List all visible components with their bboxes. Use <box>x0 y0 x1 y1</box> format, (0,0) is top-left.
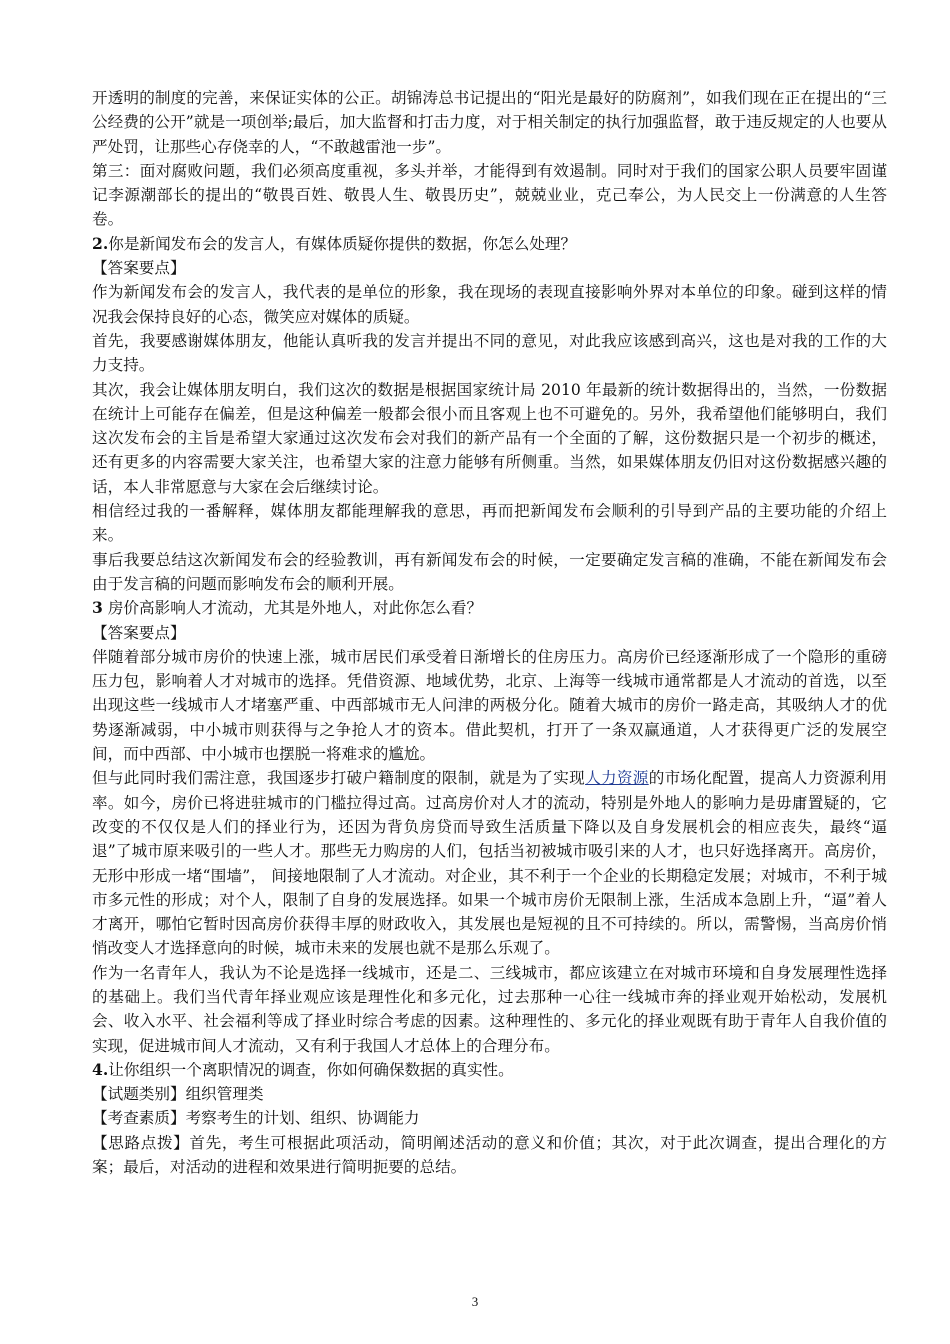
question-number: 4. <box>92 1059 109 1079</box>
answer-tag: 【答案要点】 <box>92 259 186 278</box>
question-text: 你是新闻发布会的发言人，有媒体质疑你提供的数据，你怎么处理？ <box>108 234 577 253</box>
paragraph: 相信经过我的一番解释，媒体朋友都能理解我的意思，再而把新闻发布会顺利的引导到产品的主要功能的介绍上来。 <box>92 502 887 545</box>
question-number: 2. <box>92 233 109 253</box>
paragraph: 作为新闻发布会的发言人，我代表的是单位的形象，我在现场的表现直接影响外界对本单位的印象。碰到这样的情况我会保持良好的心态，微笑应对媒体的质疑。 <box>92 283 887 326</box>
question-heading <box>92 1058 887 1082</box>
paragraph-text: 但与此同时我们需注意，我国逐步打破户籍制度的限制，就是为了实现 <box>92 769 586 788</box>
paragraph: 其次，我会让媒体朋友明白，我们这次的数据是根据国家统计局 2010 年最新的统计数据得出的，当然，一份数据在统计上可能存在偏差，但是这种偏差一般都会很小而且客观上也不可避免的。另外，我希望他们能够明白，我们这次发布会的主旨是希望大家通过这次发布会对我们的新产品有一个全面的了解，这份数据只是一个初步的概述，还有更多的内容需要大家关注，也希望大家的注意力能够有所侧重。当然，如果媒体朋友仍旧对这份数据感兴趣的话，本人非常愿意与大家在会后继续讨论。 <box>92 380 887 496</box>
question-heading <box>92 596 887 620</box>
document-body <box>92 86 887 1179</box>
hyperlink-human-resources[interactable]: 人力资源 <box>585 769 649 788</box>
question-heading <box>92 232 887 256</box>
paragraph <box>92 766 887 960</box>
paragraph: 作为一名青年人，我认为不论是选择一线城市，还是二、三线城市，都应该建立在对城市环境和自身发展理性选择的基础上。我们当代青年择业观应该是理性化和多元化，过去那种一心往一线城市奔的择业观开始松动，发展机会、收入水平、社会福利等成了择业时综合考虑的因素。这种理性的、多元化的择业观既有助于青年人自我价值的实现，促进城市间人才流动，又有利于我国人才总体上的合理分布。 <box>92 963 887 1055</box>
question-text: 让你组织一个离职情况的调查，你如何确保数据的真实性。 <box>108 1060 514 1079</box>
paragraph-text: 的市场化配置，提高人力资源利用率。如今，房价已将进驻城市的门槛拉得过高。过高房价对人才的流动，特别是外地人的影响力是毋庸置疑的，它改变的不仅仅是人们的择业行为，还因为背负房贷而导致生活质量下降以及自身发展机会的相应丧失，最终“逼退”了城市原来吸引的一些人才。那些无力购房的人们，包括当初被城市吸引来的人才，也只好选择离开。高房价，无形中形成一堵“围墙”， 间接地限制了人才流动。对企业，其不利于一个企业的长期稳定发展；对城市，不利于城市多元性的形成；对个人，限制了自身的发展选择。如果一个城市房价无限制上涨，生活成本急剧上升，“逼”着人才离开，哪怕它暂时因高房价获得丰厚的财政收入，其发展也是短视的且不可持续的。所以，需警惕，当高房价悄悄改变人才选择意向的时候，城市未来的发展也就不是那么乐观了。 <box>92 769 887 958</box>
quality-line: 【考查素质】考察考生的计划、组织、协调能力 <box>92 1109 420 1128</box>
tips-line: 【思路点拨】首先，考生可根据此项活动，简明阐述活动的意义和价值；其次，对于此次调查，提出合理化的方案；最后，对活动的进程和效果进行简明扼要的总结。 <box>92 1133 887 1177</box>
paragraph: 事后我要总结这次新闻发布会的经验教训，再有新闻发布会的时候，一定要确定发言稿的准确，不能在新闻发布会由于发言稿的问题而影响发布会的顺利开展。 <box>92 550 887 593</box>
paragraph: 第三：面对腐败问题，我们必须高度重视，多头并举，才能得到有效遏制。同时对于我们的国家公职人员要牢固谨记李源潮部长的提出的“敬畏百姓、敬畏人生、敬畏历史”，兢兢业业，克己奉公，为人民交上一份满意的人生答卷。 <box>92 161 887 229</box>
category-line: 【试题类别】组织管理类 <box>92 1085 264 1104</box>
page-number: 3 <box>471 1294 479 1309</box>
paragraph: 首先，我要感谢媒体朋友，他能认真听我的发言并提出不同的意见，对此我应该感到高兴，这也是对我的工作的大力支持。 <box>92 331 887 375</box>
paragraph: 伴随着部分城市房价的快速上涨，城市居民们承受着日渐增长的住房压力。高房价已经逐渐形成了一个隐形的重磅压力包，影响着人才对城市的选择。凭借资源、地域优势，北京、上海等一线城市通常都是人才流动的首选，以至出现这些一线城市人才堵塞严重、中西部城市无人问津的两极分化。随着大城市的房价一路走高，其吸纳人才的优势逐渐减弱，中小城市则获得与之争抢人才的资本。借此契机，打开了一条双赢通道，人才获得更广泛的发展空间，而中西部、中小城市也摆脱一将难求的尴尬。 <box>92 647 887 764</box>
question-number: 3 <box>92 598 103 618</box>
paragraph: 开透明的制度的完善，来保证实体的公正。胡锦涛总书记提出的“阳光是最好的防腐剂”，如我们现在正在提出的“三公经费的公开”就是一项创举;最后，加大监督和打击力度，对于相关制定的执行加强监督，敢于违反规定的人也要从严处罚，让那些心存侥幸的人，“不敢越雷池一步”。 <box>92 89 887 156</box>
answer-tag: 【答案要点】 <box>92 623 186 642</box>
question-text: 房价高影响人才流动，尤其是外地人，对此你怎么看？ <box>102 599 483 618</box>
